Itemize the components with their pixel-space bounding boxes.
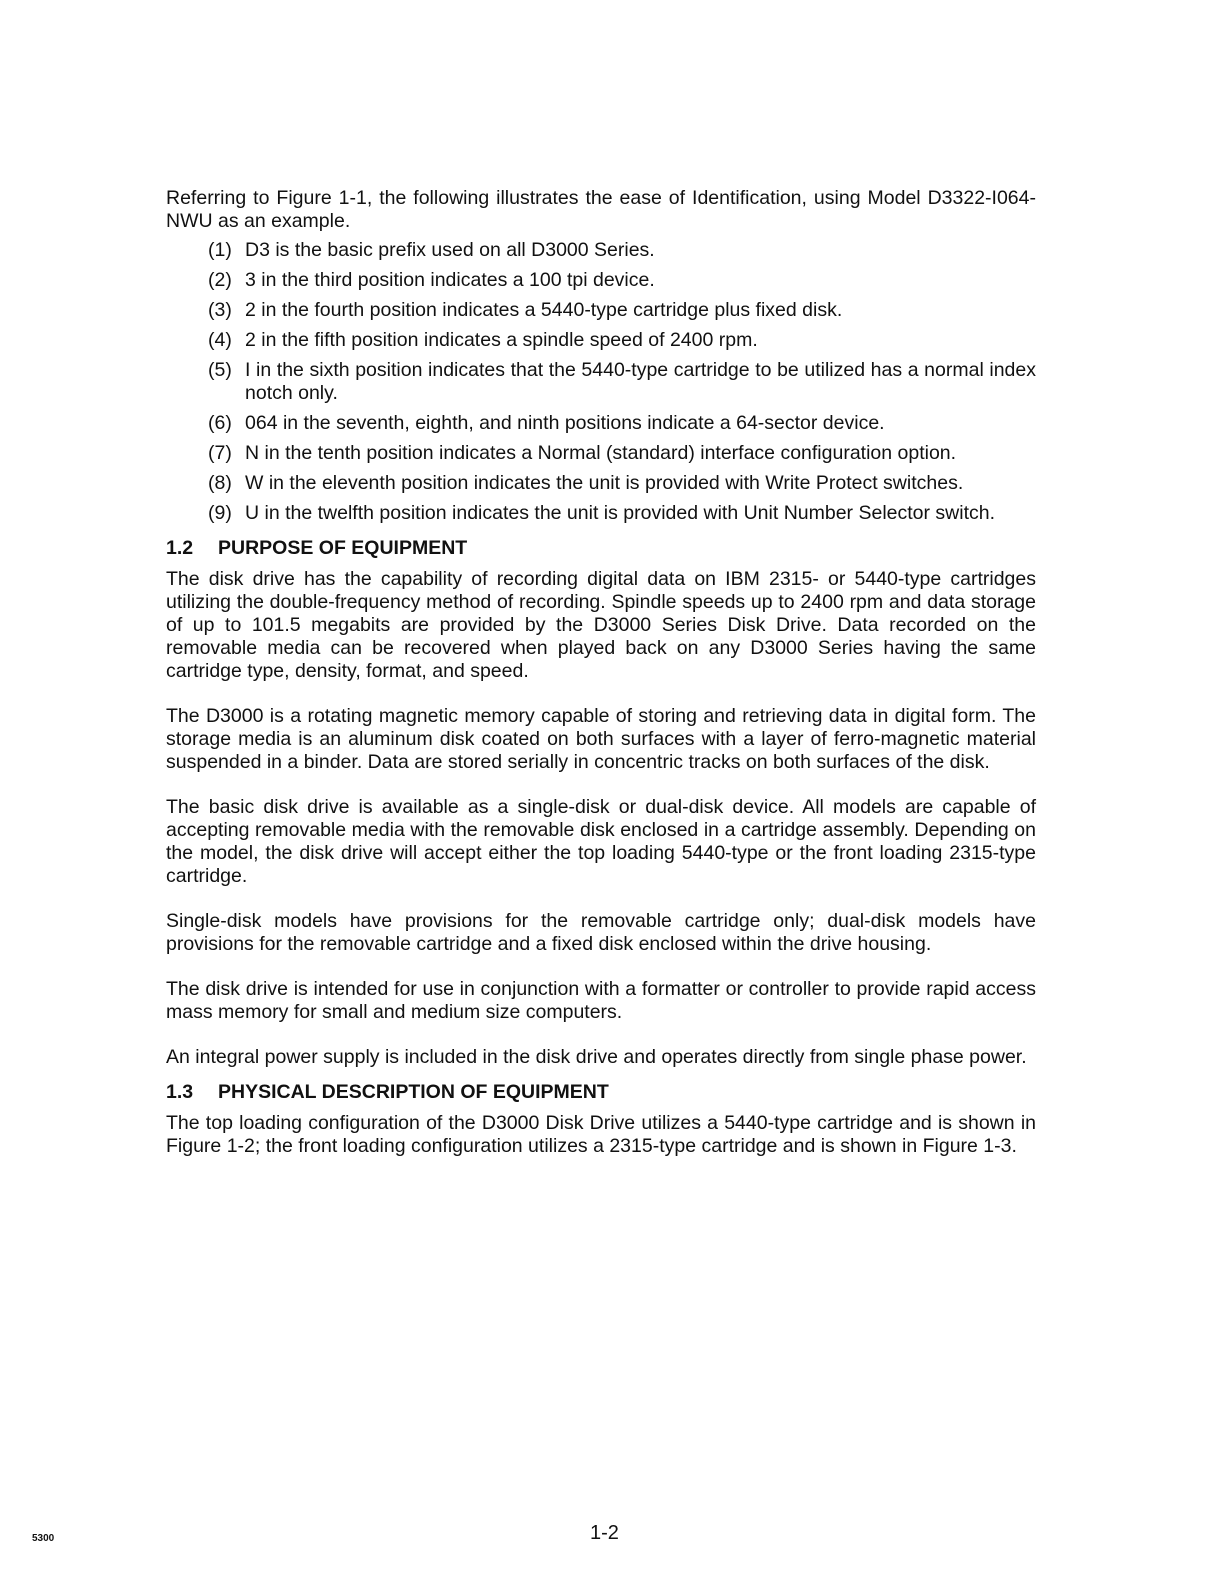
list-item — [166, 502, 1036, 525]
document-page — [166, 187, 1036, 1180]
list-item-number: (2) — [208, 269, 232, 291]
list-item — [166, 269, 1036, 292]
list-item — [166, 472, 1036, 495]
list-item-text: W in the eleventh position indicates the unit is provided with Write Protect switches. — [245, 472, 964, 494]
list-item-text: N in the tenth position indicates a Normal (standard) interface configuration option. — [245, 442, 957, 464]
list-item-number: (9) — [208, 502, 232, 524]
list-item-number: (6) — [208, 412, 232, 434]
body-paragraph: An integral power supply is included in the disk drive and operates directly from single phase power. — [166, 1046, 1027, 1068]
list-item — [166, 359, 1036, 405]
list-item-text: 3 in the third position indicates a 100 tpi device. — [245, 269, 655, 291]
list-item-text: 2 in the fourth position indicates a 5440-type cartridge plus fixed disk. — [245, 299, 843, 321]
body-paragraph: The disk drive has the capability of recording digital data on IBM 2315- or 5440-type cartridges utilizing the double-frequency method of recording. Spindle speeds up to 2400 rpm and data storage of up to 101.5 megabits are provided by the D3000 Series Disk Drive. Data recorded on the removable media can be recovered when played back on any D3000 Series having the same cartridge type, density, format, and speed. — [166, 568, 1036, 682]
section-title: PHYSICAL DESCRIPTION OF EQUIPMENT — [218, 1081, 609, 1103]
section-heading-purpose — [166, 537, 1036, 560]
list-item — [166, 239, 1036, 262]
list-item — [166, 412, 1036, 435]
section-number: 1.3 — [166, 1081, 194, 1103]
list-item-text: 064 in the seventh, eighth, and ninth positions indicate a 64-sector device. — [245, 412, 885, 434]
list-item-number: (3) — [208, 299, 232, 321]
intro-paragraph: Referring to Figure 1-1, the following illustrates the ease of Identification, using Model D3322-I064-NWU as an example. — [166, 187, 1036, 232]
list-item — [166, 329, 1036, 352]
list-item-text: U in the twelfth position indicates the unit is provided with Unit Number Selector switch. — [245, 502, 996, 524]
body-paragraph: The top loading configuration of the D3000 Disk Drive utilizes a 5440-type cartridge and is shown in Figure 1-2; the front loading configuration utilizes a 2315-type cartridge and is shown in Figure 1-3. — [166, 1112, 1036, 1157]
list-item-text: D3 is the basic prefix used on all D3000 Series. — [245, 239, 655, 261]
list-item — [166, 442, 1036, 465]
list-item-number: (5) — [208, 359, 232, 381]
list-item-number: (1) — [208, 239, 232, 261]
list-item — [166, 299, 1036, 322]
list-item-number: (7) — [208, 442, 232, 464]
body-paragraph: The basic disk drive is available as a single-disk or dual-disk device. All models are capable of accepting removable media with the removable disk enclosed in a cartridge assembly. Depending on the model, the disk drive will accept either the top loading 5440-type or the front loading 2315-type cartridge. — [166, 796, 1036, 887]
list-item-text: 2 in the fifth position indicates a spindle speed of 2400 rpm. — [245, 329, 758, 351]
body-paragraph: Single-disk models have provisions for the removable cartridge only; dual-disk models have provisions for the removable cartridge and a fixed disk enclosed within the drive housing. — [166, 910, 1036, 955]
list-item-number: (8) — [208, 472, 232, 494]
section-number: 1.2 — [166, 537, 194, 559]
section-heading-physical — [166, 1081, 1036, 1104]
body-paragraph: The D3000 is a rotating magnetic memory capable of storing and retrieving data in digital form. The storage media is an aluminum disk coated on both surfaces with a layer of ferro-magnetic material suspended in a binder. Data are stored serially in concentric tracks on both surfaces of the disk. — [166, 705, 1036, 773]
body-paragraph: The disk drive is intended for use in conjunction with a formatter or controller to provide rapid access mass memory for small and medium size computers. — [166, 978, 1036, 1023]
page-number: 1-2 — [590, 1522, 619, 1544]
list-item-number: (4) — [208, 329, 232, 351]
document-code: 5300 — [32, 1533, 55, 1544]
list-item-text: I in the sixth position indicates that the 5440-type cartridge to be utilized has a normal index notch only. — [245, 359, 1036, 404]
section-title: PURPOSE OF EQUIPMENT — [218, 537, 468, 559]
model-code-list — [166, 239, 1036, 525]
